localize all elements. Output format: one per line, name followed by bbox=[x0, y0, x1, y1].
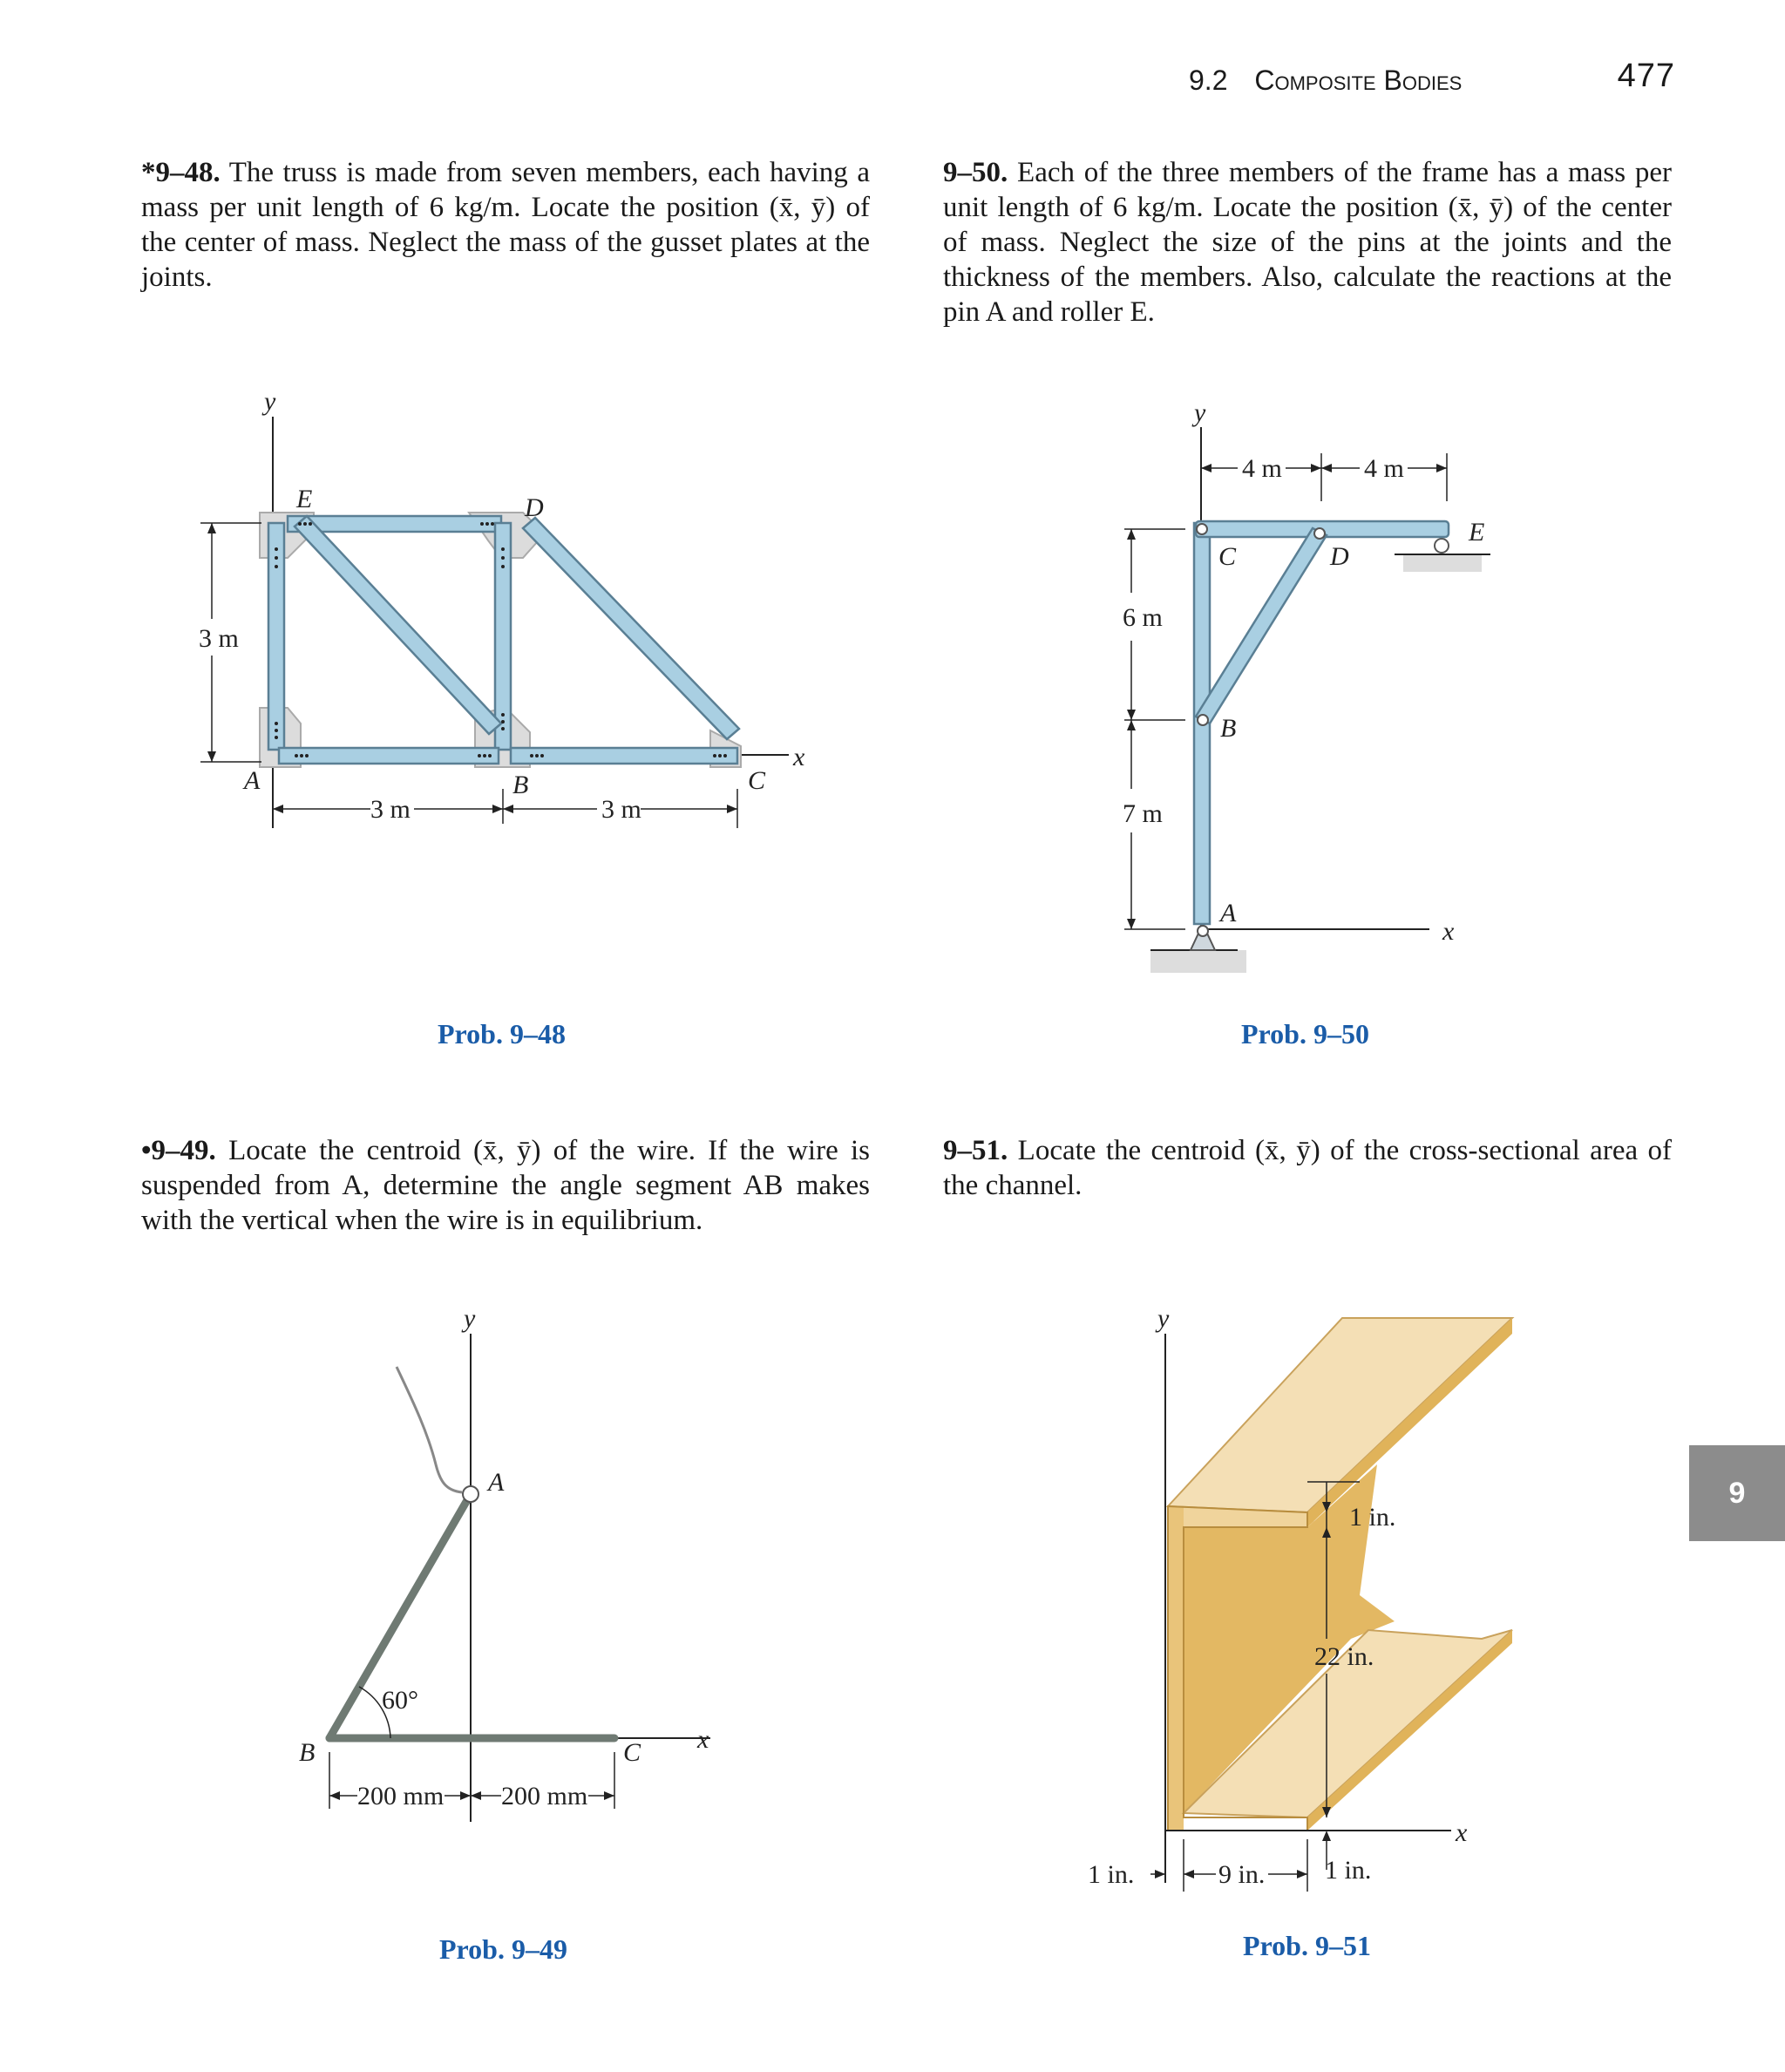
dimension-upper: 6 m bbox=[1123, 603, 1163, 632]
dimension-height: 3 m bbox=[199, 624, 239, 653]
figure-caption-9-49: Prob. 9–49 bbox=[439, 1933, 567, 1965]
dimension-flange-thickness: 1 in. bbox=[1349, 1503, 1396, 1532]
dimension-lower: 7 m bbox=[1123, 799, 1163, 828]
problem-number: •9–49. bbox=[141, 1135, 216, 1166]
problem-statement: Locate the centroid (x̄, ȳ) of the wire. If the wire is suspended from A, determine the angle segment AB makes with the vertical when the wire is in equilibrium. bbox=[141, 1135, 870, 1236]
axis-label-y: y bbox=[1194, 398, 1206, 427]
joint-label-e: E bbox=[1469, 518, 1485, 547]
joint-label-b: B bbox=[1220, 714, 1237, 743]
dimension-width: 9 in. bbox=[1218, 1860, 1266, 1889]
figure-caption-9-50: Prob. 9–50 bbox=[1241, 1018, 1369, 1050]
problem-statement: Locate the centroid (x̄, ȳ) of the cross-sectional area of the channel. bbox=[943, 1135, 1672, 1201]
dimension-bottom-thickness: 1 in. bbox=[1325, 1856, 1372, 1885]
axis-label-x: x bbox=[1456, 1818, 1468, 1847]
axis-label-y: y bbox=[1157, 1304, 1170, 1333]
axis-label-x: x bbox=[793, 743, 805, 771]
section-title: Composite Bodies bbox=[1254, 65, 1463, 96]
point-label-c: C bbox=[623, 1738, 641, 1767]
dimension-top-right: 4 m bbox=[1364, 454, 1404, 483]
chapter-tab: 9 bbox=[1689, 1445, 1785, 1541]
problem-number: *9–48. bbox=[141, 157, 221, 188]
axis-label-x: x bbox=[697, 1725, 709, 1754]
point-label-a: A bbox=[488, 1468, 505, 1497]
section-number: 9.2 bbox=[1189, 65, 1228, 96]
dimension-left: 200 mm bbox=[357, 1782, 445, 1810]
problem-statement: The truss is made from seven members, each having a mass per unit length of 6 kg/m. Locate the position (x̄, ȳ) of the center of mass. Neglect the mass of the gusset plates at the joints. bbox=[141, 157, 870, 293]
dimension-right: 3 m bbox=[601, 795, 641, 824]
axis-label-x: x bbox=[1442, 917, 1455, 946]
dimension-left: 3 m bbox=[370, 795, 411, 824]
dimension-right: 200 mm bbox=[501, 1782, 588, 1810]
angle-label: 60° bbox=[382, 1686, 418, 1715]
joint-label-c: C bbox=[748, 766, 766, 795]
joint-label-c: C bbox=[1218, 542, 1237, 571]
problem-statement: Each of the three members of the frame has a mass per unit length of 6 kg/m. Locate the position (x̄, ȳ) of the center of mass. Neglect the size of the pins at the joints and the thickness of the members. Also, calculate the reactions at the pin A and roller E. bbox=[943, 157, 1672, 328]
dimension-height: 22 in. bbox=[1314, 1642, 1374, 1671]
page-number: 477 bbox=[1617, 58, 1675, 94]
joint-label-b: B bbox=[512, 771, 529, 799]
point-label-b: B bbox=[299, 1738, 316, 1767]
problem-number: 9–51. bbox=[943, 1135, 1008, 1166]
joint-label-a: A bbox=[244, 766, 261, 795]
figure-caption-9-51: Prob. 9–51 bbox=[1243, 1930, 1371, 1961]
joint-label-a: A bbox=[1220, 899, 1237, 927]
joint-label-d: D bbox=[1330, 542, 1349, 571]
joint-label-e: E bbox=[296, 485, 313, 513]
problem-number: 9–50. bbox=[943, 157, 1008, 188]
axis-label-y: y bbox=[264, 387, 276, 416]
figure-caption-9-48: Prob. 9–48 bbox=[438, 1018, 566, 1050]
dimension-web-thickness: 1 in. bbox=[1088, 1860, 1135, 1889]
dimension-top-left: 4 m bbox=[1242, 454, 1282, 483]
axis-label-y: y bbox=[464, 1304, 476, 1333]
joint-label-d: D bbox=[525, 493, 544, 522]
